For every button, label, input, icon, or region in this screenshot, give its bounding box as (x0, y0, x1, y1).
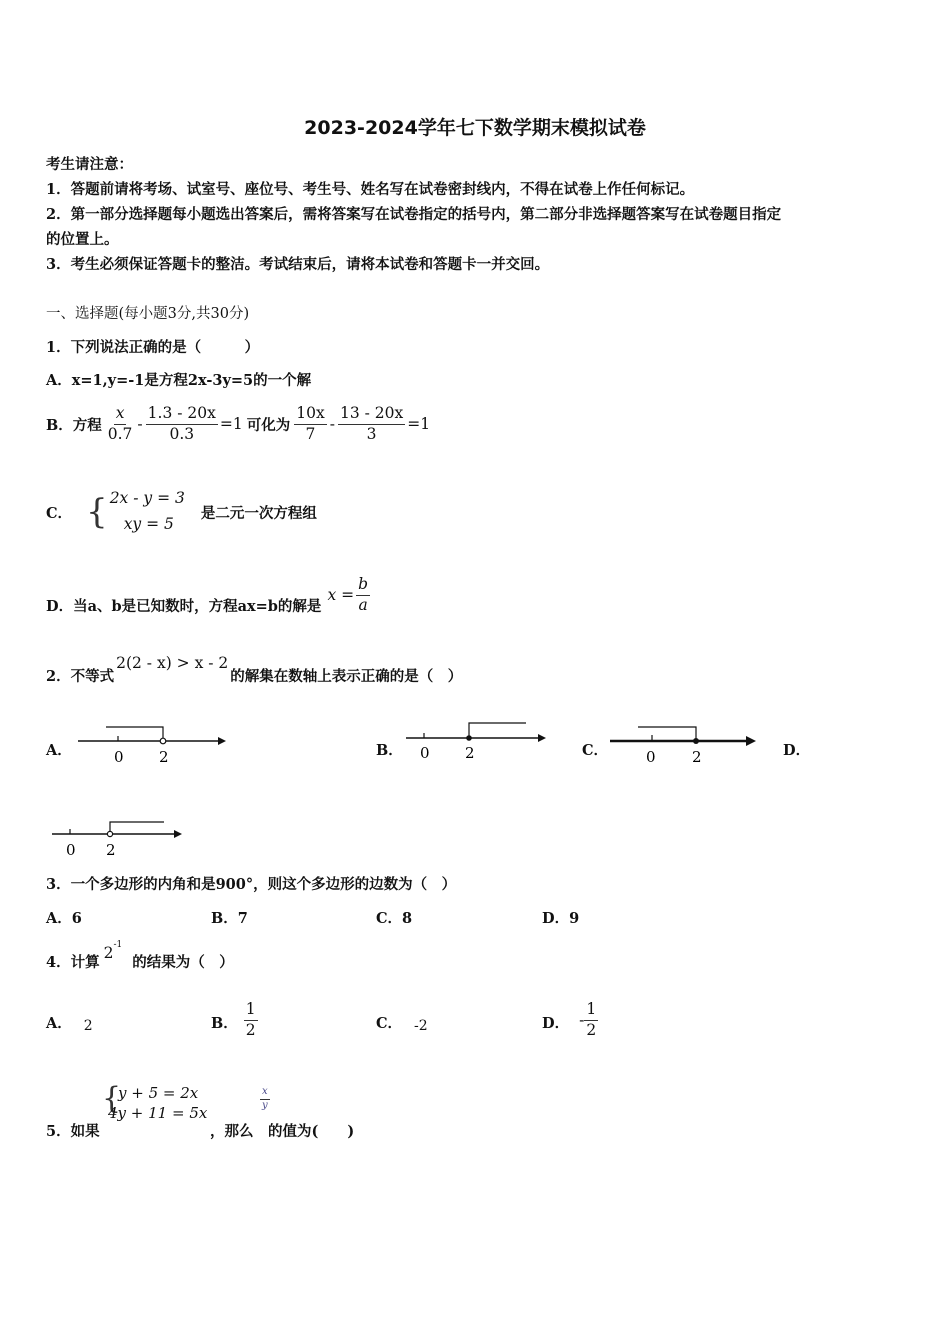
tick-label-2: 2 (159, 748, 169, 766)
tick-label-2: 2 (106, 841, 116, 859)
q1-b-label: B．方程 (46, 416, 102, 434)
q2-option-a-label: A． (46, 742, 72, 759)
tick-label-0: 0 (420, 744, 430, 762)
q1-b-fraction-4: $\frac{13 - 20x}{3}$ (339, 404, 404, 443)
notice-item-3: 3．考生必须保证答题卡的整洁。考试结束后，请将本试卷和答题卡一并交回。 (46, 256, 550, 273)
q1-option-a: A．x=1,y=-1是方程2x-3y=5的一个解 (46, 372, 312, 389)
notice-item-1: 1．答题前请将考场、试室号、座位号、考生号、姓名写在试卷密封线内，不得在试卷上作任何标记。 (46, 181, 695, 198)
q1-option-b: B．方程 $\frac{x}{0.7}$ - $\frac{1.3 - 20x}{0.3}$ =1 可化为 $\frac{10x}{7}$ - $\frac{13 - 20x}{3}$ =1 (46, 404, 431, 443)
q2-number-line-b (398, 716, 558, 766)
q2-number-line-c (606, 718, 766, 770)
q4-base: 2 (103, 944, 114, 962)
q3-option-d: D．9 (542, 910, 580, 927)
solution-bracket (638, 727, 696, 741)
q1-option-d: D．当a、b是已知数时，方程ax=b的解是 x = $\frac{b}{a}$ (46, 575, 369, 615)
q4-option-c: C． -2 (376, 1014, 428, 1034)
q2-number-line-a (70, 718, 230, 770)
section-heading: 一、选择题(每小题3分,共30分) (46, 306, 250, 322)
q2-option-c-label: C． (582, 742, 609, 759)
left-brace-icon: { (102, 1081, 122, 1116)
tick-label-0: 0 (646, 748, 656, 766)
notice-heading: 考生请注意： (46, 156, 133, 173)
solution-bracket (106, 727, 163, 741)
q2-inequality: 2(2 - x) > x - 2 (116, 654, 229, 672)
q3-stem: 3．一个多边形的内角和是900°，则这个多边形的边数为（ ） (46, 876, 457, 893)
tick-label-2: 2 (692, 748, 702, 766)
q4-exponent: -1 (113, 940, 123, 950)
tick-label-0: 0 (66, 841, 76, 859)
q5-equation-1: y + 5 = 2x (118, 1084, 199, 1102)
arrow-icon (538, 734, 546, 742)
q3-option-c: C．8 (376, 910, 413, 927)
arrow-icon (218, 737, 226, 745)
tick-label-0: 0 (114, 748, 124, 766)
notice-item-2: 2．第一部分选择题每小题选出答案后，需将答案写在试卷指定的括号内，第二部分非选择题答案写在试卷题目指定 (46, 206, 782, 223)
q1-b-fraction-1: $\frac{x}{0.7}$ (107, 404, 133, 443)
left-brace-icon: { (86, 492, 108, 532)
q1-option-c: C． { 2x - y = 3 xy = 5 是二元一次方程组 (46, 486, 317, 538)
q1-b-fraction-3: $\frac{10x}{7}$ (296, 404, 325, 443)
q2-option-b-label: B． (376, 742, 403, 759)
q2-stem: 2．不等式 2(2 - x) > x - 2 的解集在数轴上表示正确的是（ ） (46, 654, 463, 685)
q4-option-d: D． - $\frac{1}{2}$ (542, 1000, 597, 1039)
solution-bracket (469, 723, 526, 738)
q5-fraction: $\frac{x}{y}$ (262, 1086, 268, 1111)
q1-b-fraction-2: $\frac{1.3 - 20x}{0.3}$ (147, 404, 216, 443)
filled-dot (693, 738, 699, 744)
q1-d-fraction: $\frac{b}{a}$ (358, 575, 369, 614)
open-dot (160, 738, 166, 744)
tick-label-2: 2 (465, 744, 475, 762)
arrow-icon (746, 736, 756, 746)
q1-c-equation-2: xy = 5 (123, 515, 174, 533)
filled-dot (466, 735, 472, 741)
q2-number-line-d (46, 815, 196, 861)
q4-option-b: B． $\frac{1}{2}$ (211, 1000, 256, 1039)
solution-bracket (110, 822, 164, 834)
q5-equation-2: 4y + 11 = 5x (108, 1104, 208, 1122)
arrow-icon (174, 830, 182, 838)
notice-item-2-cont: 的位置上。 (46, 231, 119, 248)
q4-option-a: A． 2 (46, 1014, 93, 1034)
page-title: 2023-2024学年七下数学期末模拟试卷 (304, 117, 646, 139)
open-dot (107, 831, 112, 836)
q1-stem: 1．下列说法正确的是（ ） (46, 339, 260, 356)
q4-stem: 4．计算 2 -1 的结果为（ ） (46, 940, 234, 971)
q3-option-a: A．6 (46, 910, 82, 927)
q2-option-d-label: D． (783, 742, 811, 759)
q3-option-b: B．7 (211, 910, 248, 927)
q1-c-equation-1: 2x - y = 3 (109, 489, 185, 508)
